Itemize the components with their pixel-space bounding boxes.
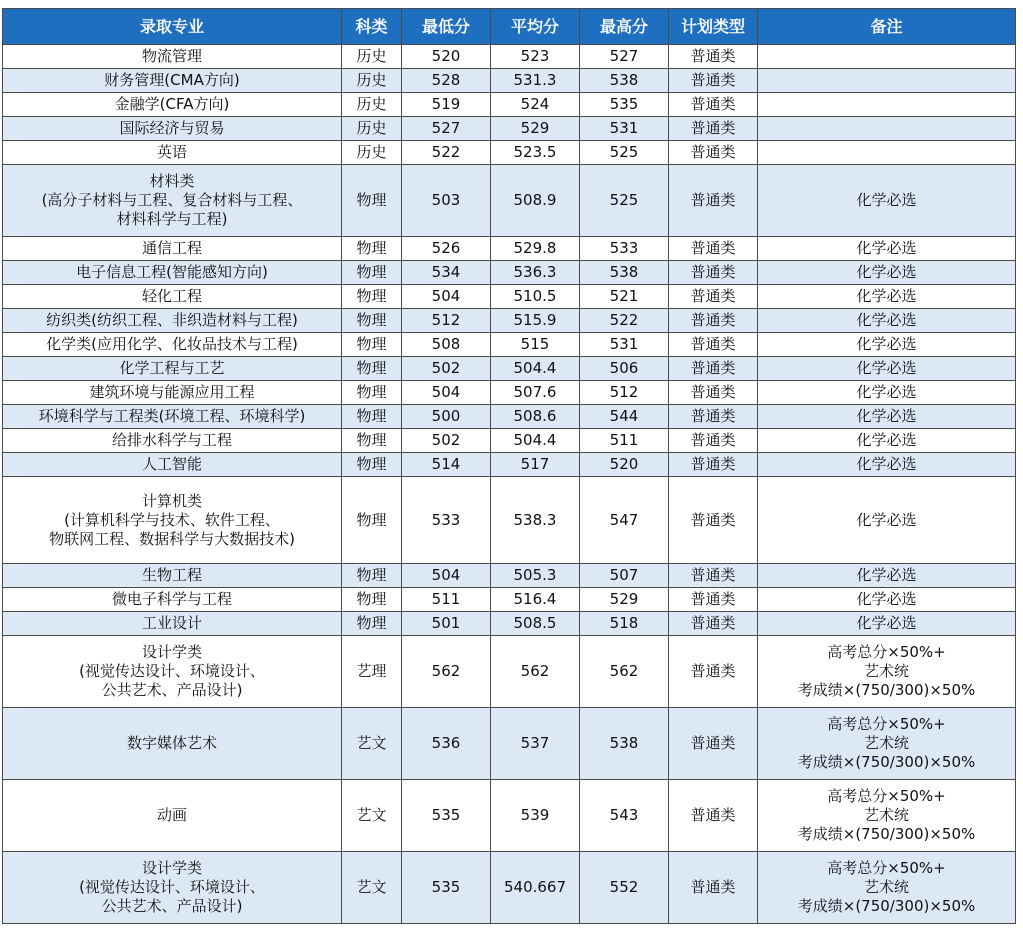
cell-notes-line: 艺术统 (863, 734, 909, 752)
cell-plan-type: 普通类 (669, 261, 758, 285)
cell-max-score: 527 (580, 45, 669, 69)
cell-max-score: 538 (580, 69, 669, 93)
cell-notes (758, 333, 1016, 357)
cell-major-line: 通信工程 (141, 239, 202, 257)
cell-avg-score: 523 (491, 45, 580, 69)
cell-min-score: 503 (402, 165, 491, 237)
cell-notes-line: 化学必选 (856, 566, 917, 584)
cell-notes (758, 261, 1016, 285)
cell-major-line: 英语 (156, 143, 187, 161)
cell-notes (758, 564, 1016, 588)
cell-avg-score: 531.3 (491, 69, 580, 93)
cell-avg-score: 537 (491, 708, 580, 780)
cell-major (3, 852, 342, 924)
cell-plan-type: 普通类 (669, 381, 758, 405)
cell-major (3, 285, 342, 309)
table-row (3, 453, 1016, 477)
cell-major-line: 设计学类 (141, 859, 202, 877)
cell-major-line: 化学类(应用化学、化妆品技术与工程) (46, 335, 298, 353)
cell-min-score: 511 (402, 588, 491, 612)
cell-notes-line: 高考总分×50%+ (827, 643, 946, 661)
cell-category: 历史 (342, 117, 402, 141)
cell-notes (758, 780, 1016, 852)
cell-max-score: 520 (580, 453, 669, 477)
cell-max-score: 538 (580, 708, 669, 780)
table-row (3, 117, 1016, 141)
cell-notes (758, 69, 1016, 93)
cell-category: 物理 (342, 333, 402, 357)
cell-category: 历史 (342, 93, 402, 117)
cell-notes-line: 化学必选 (856, 590, 917, 608)
cell-category: 艺文 (342, 852, 402, 924)
table-row (3, 261, 1016, 285)
cell-avg-score: 539 (491, 780, 580, 852)
cell-category: 艺文 (342, 780, 402, 852)
cell-major (3, 453, 342, 477)
cell-category: 物理 (342, 381, 402, 405)
cell-notes-line: 化学必选 (856, 191, 917, 209)
cell-min-score: 520 (402, 45, 491, 69)
cell-plan-type: 普通类 (669, 237, 758, 261)
cell-max-score: 525 (580, 141, 669, 165)
cell-notes (758, 285, 1016, 309)
cell-min-score: 512 (402, 309, 491, 333)
cell-avg-score: 505.3 (491, 564, 580, 588)
cell-notes-line: 化学必选 (856, 359, 917, 377)
cell-min-score: 534 (402, 261, 491, 285)
cell-notes (758, 381, 1016, 405)
table-row (3, 429, 1016, 453)
header-min-score: 最低分 (402, 9, 491, 45)
cell-plan-type: 普通类 (669, 285, 758, 309)
cell-notes (758, 477, 1016, 564)
cell-notes (758, 453, 1016, 477)
cell-plan-type: 普通类 (669, 780, 758, 852)
table-row (3, 285, 1016, 309)
cell-avg-score: 507.6 (491, 381, 580, 405)
cell-max-score: 552 (580, 852, 669, 924)
cell-notes-line: 考成绩×(750/300)×50% (797, 897, 976, 915)
cell-notes-line: 化学必选 (856, 311, 917, 329)
table-row (3, 477, 1016, 564)
cell-max-score: 531 (580, 117, 669, 141)
cell-notes-line: 高考总分×50%+ (827, 787, 946, 805)
cell-notes-line: 化学必选 (856, 239, 917, 257)
cell-avg-score: 524 (491, 93, 580, 117)
cell-min-score: 500 (402, 405, 491, 429)
cell-major (3, 588, 342, 612)
cell-min-score: 536 (402, 708, 491, 780)
cell-category: 物理 (342, 357, 402, 381)
table-row (3, 357, 1016, 381)
cell-min-score: 514 (402, 453, 491, 477)
cell-category: 历史 (342, 69, 402, 93)
cell-major (3, 237, 342, 261)
cell-notes-line: 化学必选 (856, 287, 917, 305)
cell-max-score: 533 (580, 237, 669, 261)
cell-notes-line: 考成绩×(750/300)×50% (797, 825, 976, 843)
table-row (3, 588, 1016, 612)
cell-notes-line: 艺术统 (863, 878, 909, 896)
cell-major (3, 636, 342, 708)
cell-major (3, 564, 342, 588)
cell-avg-score: 504.4 (491, 357, 580, 381)
cell-major-line: 化学工程与工艺 (119, 359, 225, 377)
cell-major (3, 780, 342, 852)
cell-notes (758, 309, 1016, 333)
cell-plan-type: 普通类 (669, 588, 758, 612)
cell-major (3, 93, 342, 117)
cell-plan-type: 普通类 (669, 69, 758, 93)
cell-major-line: 给排水科学与工程 (111, 431, 232, 449)
cell-notes-line: 化学必选 (856, 455, 917, 473)
table-row (3, 93, 1016, 117)
table-row (3, 405, 1016, 429)
cell-min-score: 504 (402, 381, 491, 405)
table-row (3, 45, 1016, 69)
header-major: 录取专业 (3, 9, 342, 45)
cell-category: 历史 (342, 141, 402, 165)
cell-max-score: 511 (580, 429, 669, 453)
header-category: 科类 (342, 9, 402, 45)
cell-category: 艺文 (342, 708, 402, 780)
cell-plan-type: 普通类 (669, 564, 758, 588)
cell-max-score: 547 (580, 477, 669, 564)
cell-min-score: 504 (402, 564, 491, 588)
cell-notes (758, 588, 1016, 612)
cell-max-score: 562 (580, 636, 669, 708)
cell-major-line: 财务管理(CMA方向) (104, 71, 240, 89)
cell-major-line: 工业设计 (141, 614, 202, 632)
cell-avg-score: 529 (491, 117, 580, 141)
table-row (3, 564, 1016, 588)
cell-notes (758, 357, 1016, 381)
cell-min-score: 526 (402, 237, 491, 261)
cell-plan-type: 普通类 (669, 708, 758, 780)
header-avg-score: 平均分 (491, 9, 580, 45)
cell-avg-score: 536.3 (491, 261, 580, 285)
cell-category: 物理 (342, 165, 402, 237)
cell-notes-line: 化学必选 (856, 335, 917, 353)
cell-notes-line: 化学必选 (856, 614, 917, 632)
table-row (3, 852, 1016, 924)
cell-notes (758, 405, 1016, 429)
cell-major (3, 429, 342, 453)
table-row (3, 165, 1016, 237)
cell-category: 物理 (342, 237, 402, 261)
cell-major-line: 环境科学与工程类(环境工程、环境科学) (38, 407, 306, 425)
cell-plan-type: 普通类 (669, 165, 758, 237)
cell-category: 物理 (342, 588, 402, 612)
cell-major (3, 357, 342, 381)
cell-category: 物理 (342, 405, 402, 429)
cell-max-score: 529 (580, 588, 669, 612)
cell-min-score: 519 (402, 93, 491, 117)
cell-min-score: 533 (402, 477, 491, 564)
cell-major (3, 333, 342, 357)
cell-avg-score: 515 (491, 333, 580, 357)
cell-major-line: (高分子材料与工程、复合材料与工程、 (41, 191, 303, 209)
table-row (3, 708, 1016, 780)
cell-notes (758, 93, 1016, 117)
cell-min-score: 502 (402, 429, 491, 453)
cell-major-line: 材料类 (149, 172, 195, 190)
cell-major-line: (计算机科学与技术、软件工程、 (64, 510, 280, 529)
cell-max-score: 531 (580, 333, 669, 357)
cell-notes-line: 化学必选 (856, 383, 917, 401)
cell-notes (758, 708, 1016, 780)
cell-max-score: 522 (580, 309, 669, 333)
cell-major-line: 金融学(CFA方向) (114, 95, 230, 113)
cell-major-line: 微电子科学与工程 (111, 590, 232, 608)
table-row (3, 780, 1016, 852)
cell-major-line: 人工智能 (141, 455, 202, 473)
cell-notes (758, 117, 1016, 141)
cell-avg-score: 538.3 (491, 477, 580, 564)
cell-plan-type: 普通类 (669, 141, 758, 165)
cell-max-score: 525 (580, 165, 669, 237)
cell-major-line: 国际经济与贸易 (119, 119, 225, 137)
cell-plan-type: 普通类 (669, 93, 758, 117)
cell-category: 物理 (342, 285, 402, 309)
cell-plan-type: 普通类 (669, 612, 758, 636)
cell-avg-score: 562 (491, 636, 580, 708)
cell-major (3, 45, 342, 69)
cell-avg-score: 504.4 (491, 429, 580, 453)
table-header-row (3, 9, 1016, 45)
cell-notes (758, 165, 1016, 237)
cell-major (3, 708, 342, 780)
cell-plan-type: 普通类 (669, 333, 758, 357)
cell-avg-score: 540.667 (491, 852, 580, 924)
cell-plan-type: 普通类 (669, 477, 758, 564)
cell-major (3, 477, 342, 564)
cell-major-line: 数字媒体艺术 (126, 734, 217, 752)
cell-major (3, 612, 342, 636)
cell-major (3, 309, 342, 333)
cell-min-score: 504 (402, 285, 491, 309)
cell-max-score: 544 (580, 405, 669, 429)
cell-category: 历史 (342, 45, 402, 69)
table-row (3, 612, 1016, 636)
cell-notes-line: 高考总分×50%+ (827, 715, 946, 733)
table-row (3, 237, 1016, 261)
cell-major-line: 公共艺术、产品设计) (101, 897, 243, 915)
cell-plan-type: 普通类 (669, 309, 758, 333)
cell-major (3, 141, 342, 165)
cell-notes (758, 45, 1016, 69)
cell-major-line: 物联网工程、数据科学与大数据技术) (49, 529, 295, 548)
cell-avg-score: 510.5 (491, 285, 580, 309)
table-row (3, 333, 1016, 357)
cell-max-score: 506 (580, 357, 669, 381)
cell-major-line: 计算机类 (141, 491, 202, 510)
cell-avg-score: 508.6 (491, 405, 580, 429)
cell-notes-line: 化学必选 (856, 407, 917, 425)
cell-avg-score: 516.4 (491, 588, 580, 612)
cell-notes-line: 考成绩×(750/300)×50% (797, 753, 976, 771)
cell-avg-score: 517 (491, 453, 580, 477)
cell-major-line: 动画 (156, 806, 187, 824)
header-plan-type: 计划类型 (669, 9, 758, 45)
cell-notes-line: 艺术统 (863, 806, 909, 824)
cell-min-score: 501 (402, 612, 491, 636)
cell-plan-type: 普通类 (669, 117, 758, 141)
cell-max-score: 535 (580, 93, 669, 117)
cell-notes (758, 612, 1016, 636)
cell-major-line: (视觉传达设计、环境设计、 (79, 878, 265, 896)
cell-major-line: 生物工程 (141, 566, 202, 584)
cell-category: 物理 (342, 309, 402, 333)
cell-min-score: 508 (402, 333, 491, 357)
cell-notes (758, 429, 1016, 453)
cell-major-line: 纺织类(纺织工程、非织造材料与工程) (46, 311, 298, 329)
cell-category: 物理 (342, 477, 402, 564)
cell-notes (758, 141, 1016, 165)
cell-major-line: 电子信息工程(智能感知方向) (76, 263, 268, 281)
table-row (3, 309, 1016, 333)
cell-notes-line: 考成绩×(750/300)×50% (797, 681, 976, 699)
cell-major (3, 261, 342, 285)
cell-category: 物理 (342, 564, 402, 588)
cell-major (3, 381, 342, 405)
cell-plan-type: 普通类 (669, 405, 758, 429)
cell-min-score: 522 (402, 141, 491, 165)
cell-category: 物理 (342, 453, 402, 477)
cell-max-score: 543 (580, 780, 669, 852)
cell-major-line: (视觉传达设计、环境设计、 (79, 662, 265, 680)
cell-notes-line: 高考总分×50%+ (827, 859, 946, 877)
cell-major-line: 物流管理 (141, 47, 202, 65)
cell-plan-type: 普通类 (669, 636, 758, 708)
cell-avg-score: 508.5 (491, 612, 580, 636)
cell-min-score: 535 (402, 852, 491, 924)
cell-min-score: 562 (402, 636, 491, 708)
cell-category: 物理 (342, 261, 402, 285)
cell-notes-line: 化学必选 (856, 263, 917, 281)
table-row (3, 636, 1016, 708)
cell-plan-type: 普通类 (669, 453, 758, 477)
header-notes: 备注 (758, 9, 1016, 45)
cell-notes-line: 艺术统 (863, 662, 909, 680)
cell-plan-type: 普通类 (669, 45, 758, 69)
cell-category: 物理 (342, 612, 402, 636)
cell-min-score: 527 (402, 117, 491, 141)
cell-major (3, 165, 342, 237)
cell-avg-score: 523.5 (491, 141, 580, 165)
cell-avg-score: 515.9 (491, 309, 580, 333)
cell-major-line: 公共艺术、产品设计) (101, 681, 243, 699)
table-row (3, 141, 1016, 165)
cell-notes (758, 852, 1016, 924)
cell-max-score: 507 (580, 564, 669, 588)
table-row (3, 69, 1016, 93)
cell-major-line: 材料科学与工程) (116, 210, 228, 228)
cell-max-score: 518 (580, 612, 669, 636)
cell-category: 物理 (342, 429, 402, 453)
cell-plan-type: 普通类 (669, 429, 758, 453)
cell-max-score: 521 (580, 285, 669, 309)
cell-major-line: 建筑环境与能源应用工程 (89, 383, 255, 401)
cell-notes (758, 636, 1016, 708)
table-row (3, 381, 1016, 405)
cell-plan-type: 普通类 (669, 852, 758, 924)
cell-major-line: 轻化工程 (141, 287, 202, 305)
cell-min-score: 535 (402, 780, 491, 852)
cell-major (3, 69, 342, 93)
cell-avg-score: 508.9 (491, 165, 580, 237)
cell-category: 艺理 (342, 636, 402, 708)
cell-max-score: 538 (580, 261, 669, 285)
cell-major-line: 设计学类 (141, 643, 202, 661)
cell-plan-type: 普通类 (669, 357, 758, 381)
cell-notes-line: 化学必选 (856, 510, 917, 529)
cell-min-score: 528 (402, 69, 491, 93)
header-max-score: 最高分 (580, 9, 669, 45)
cell-max-score: 512 (580, 381, 669, 405)
cell-avg-score: 529.8 (491, 237, 580, 261)
cell-major (3, 117, 342, 141)
cell-min-score: 502 (402, 357, 491, 381)
cell-notes-line: 化学必选 (856, 431, 917, 449)
cell-notes (758, 237, 1016, 261)
cell-major (3, 405, 342, 429)
admission-score-table (2, 8, 1016, 924)
